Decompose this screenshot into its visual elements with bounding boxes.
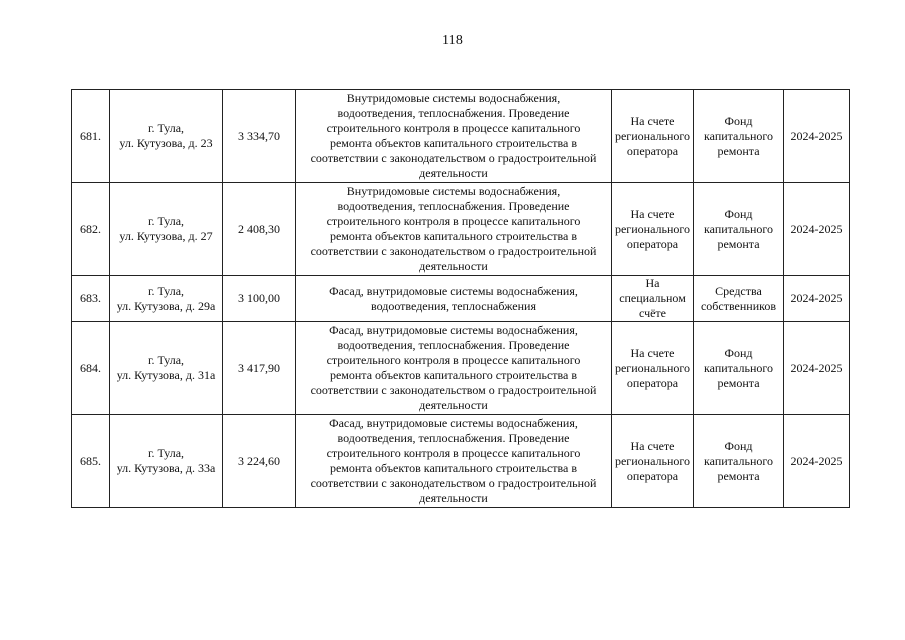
work-line: Фасад, внутридомовые системы водоснабжения, bbox=[329, 323, 578, 337]
address-city: г. Тула, bbox=[147, 214, 185, 228]
funding-cell bbox=[694, 183, 784, 276]
address-cell bbox=[110, 415, 223, 508]
work-line: водоотведения, теплоснабжения. Проведение bbox=[337, 106, 570, 120]
work-line: деятельности bbox=[419, 491, 488, 505]
account-line: На счете bbox=[630, 206, 675, 221]
account-cell bbox=[612, 90, 694, 183]
account-line: На счете bbox=[630, 113, 675, 128]
address-street: ул. Кутузова, д. 29а bbox=[116, 298, 216, 313]
funding-line: капитального bbox=[704, 128, 773, 143]
account-line: регионального bbox=[614, 221, 691, 236]
funding-cell bbox=[694, 90, 784, 183]
work-type-cell bbox=[296, 90, 612, 183]
table-row bbox=[72, 415, 850, 508]
account-line: регионального bbox=[614, 453, 691, 468]
work-line: водоотведения, теплоснабжения. Проведение bbox=[337, 199, 570, 213]
funding-line: Фонд bbox=[724, 345, 753, 360]
account-line: оператора bbox=[626, 236, 679, 251]
work-line: водоотведения, теплоснабжения. Проведение bbox=[337, 338, 570, 352]
row-number-cell: 681. bbox=[72, 90, 110, 183]
work-line: строительного контроля в процессе капитального bbox=[326, 214, 581, 228]
work-line: соответствии с законодательством о градостроительной bbox=[310, 151, 597, 165]
table-row bbox=[72, 276, 850, 322]
account-line: специальном bbox=[619, 291, 686, 305]
work-line: ремонта объектов капитального строительства в bbox=[329, 368, 578, 382]
row-number-cell: 685. bbox=[72, 415, 110, 508]
account-line: регионального bbox=[614, 128, 691, 143]
work-line: соответствии с законодательством о градостроительной bbox=[310, 476, 597, 490]
area-cell: 3 224,60 bbox=[223, 415, 296, 508]
funding-cell bbox=[694, 276, 784, 322]
area-cell: 3 100,00 bbox=[223, 276, 296, 322]
address-cell bbox=[110, 276, 223, 322]
table-row bbox=[72, 322, 850, 415]
work-line: ремонта объектов капитального строительства в bbox=[329, 229, 578, 243]
work-line: Фасад, внутридомовые системы водоснабжения, bbox=[329, 283, 578, 298]
work-line: строительного контроля в процессе капитального bbox=[326, 446, 581, 460]
work-line: Внутридомовые системы водоснабжения, bbox=[346, 91, 561, 105]
address-street: ул. Кутузова, д. 23 bbox=[119, 136, 213, 150]
account-line: оператора bbox=[626, 143, 679, 158]
account-line: На bbox=[645, 276, 660, 290]
address-city: г. Тула, bbox=[147, 353, 185, 367]
account-cell bbox=[612, 322, 694, 415]
work-line: деятельности bbox=[419, 166, 488, 180]
address-city: г. Тула, bbox=[147, 121, 185, 135]
period-cell: 2024-2025 bbox=[784, 415, 850, 508]
period-cell: 2024-2025 bbox=[784, 183, 850, 276]
funding-line: Фонд bbox=[724, 113, 753, 128]
funding-line: ремонта bbox=[717, 143, 760, 158]
account-line: На счете bbox=[630, 438, 675, 453]
funding-line: собственников bbox=[700, 298, 777, 313]
work-line: водоотведения, теплоснабжения bbox=[371, 298, 536, 313]
account-cell bbox=[612, 276, 694, 322]
work-line: соответствии с законодательством о градостроительной bbox=[310, 383, 597, 397]
work-type-cell bbox=[296, 183, 612, 276]
work-type-cell bbox=[296, 322, 612, 415]
funding-line: ремонта bbox=[717, 236, 760, 251]
account-line: оператора bbox=[626, 375, 679, 390]
funding-line: Средства bbox=[715, 283, 762, 298]
account-cell bbox=[612, 183, 694, 276]
work-line: деятельности bbox=[419, 398, 488, 412]
account-line: На счете bbox=[630, 345, 675, 360]
funding-line: ремонта bbox=[717, 468, 760, 483]
period-cell: 2024-2025 bbox=[784, 90, 850, 183]
work-line: Внутридомовые системы водоснабжения, bbox=[346, 184, 561, 198]
page-number: 118 bbox=[441, 33, 464, 48]
row-number-cell: 682. bbox=[72, 183, 110, 276]
work-line: водоотведения, теплоснабжения. Проведение bbox=[337, 431, 570, 445]
address-cell bbox=[110, 90, 223, 183]
period-cell: 2024-2025 bbox=[784, 322, 850, 415]
table-row bbox=[72, 90, 850, 183]
funding-line: капитального bbox=[704, 221, 773, 236]
address-cell bbox=[110, 183, 223, 276]
work-line: ремонта объектов капитального строительства в bbox=[329, 461, 578, 475]
work-line: деятельности bbox=[419, 259, 488, 273]
funding-cell bbox=[694, 322, 784, 415]
table-row bbox=[72, 183, 850, 276]
funding-line: ремонта bbox=[717, 375, 760, 390]
funding-line: капитального bbox=[704, 360, 773, 375]
capital-repair-table bbox=[71, 89, 850, 508]
row-number-cell: 684. bbox=[72, 322, 110, 415]
row-number-cell: 683. bbox=[72, 276, 110, 322]
work-type-cell bbox=[296, 415, 612, 508]
work-line: строительного контроля в процессе капитального bbox=[326, 353, 581, 367]
work-line: ремонта объектов капитального строительства в bbox=[329, 136, 578, 150]
period-cell: 2024-2025 bbox=[784, 276, 850, 322]
address-city: г. Тула, bbox=[147, 446, 185, 460]
funding-line: Фонд bbox=[724, 206, 753, 221]
area-cell: 3 417,90 bbox=[223, 322, 296, 415]
work-type-cell bbox=[296, 276, 612, 322]
funding-cell bbox=[694, 415, 784, 508]
address-street: ул. Кутузова, д. 33а bbox=[116, 461, 216, 475]
account-line: оператора bbox=[626, 468, 679, 483]
account-line: регионального bbox=[614, 360, 691, 375]
funding-line: Фонд bbox=[724, 438, 753, 453]
area-cell: 3 334,70 bbox=[223, 90, 296, 183]
address-street: ул. Кутузова, д. 31а bbox=[116, 368, 216, 382]
account-cell bbox=[612, 415, 694, 508]
work-line: строительного контроля в процессе капитального bbox=[326, 121, 581, 135]
funding-line: капитального bbox=[704, 453, 773, 468]
account-line: счёте bbox=[638, 306, 667, 320]
work-line: Фасад, внутридомовые системы водоснабжения, bbox=[329, 416, 578, 430]
address-cell bbox=[110, 322, 223, 415]
address-city: г. Тула, bbox=[147, 283, 185, 298]
address-street: ул. Кутузова, д. 27 bbox=[119, 229, 213, 243]
area-cell: 2 408,30 bbox=[223, 183, 296, 276]
work-line: соответствии с законодательством о градостроительной bbox=[310, 244, 597, 258]
